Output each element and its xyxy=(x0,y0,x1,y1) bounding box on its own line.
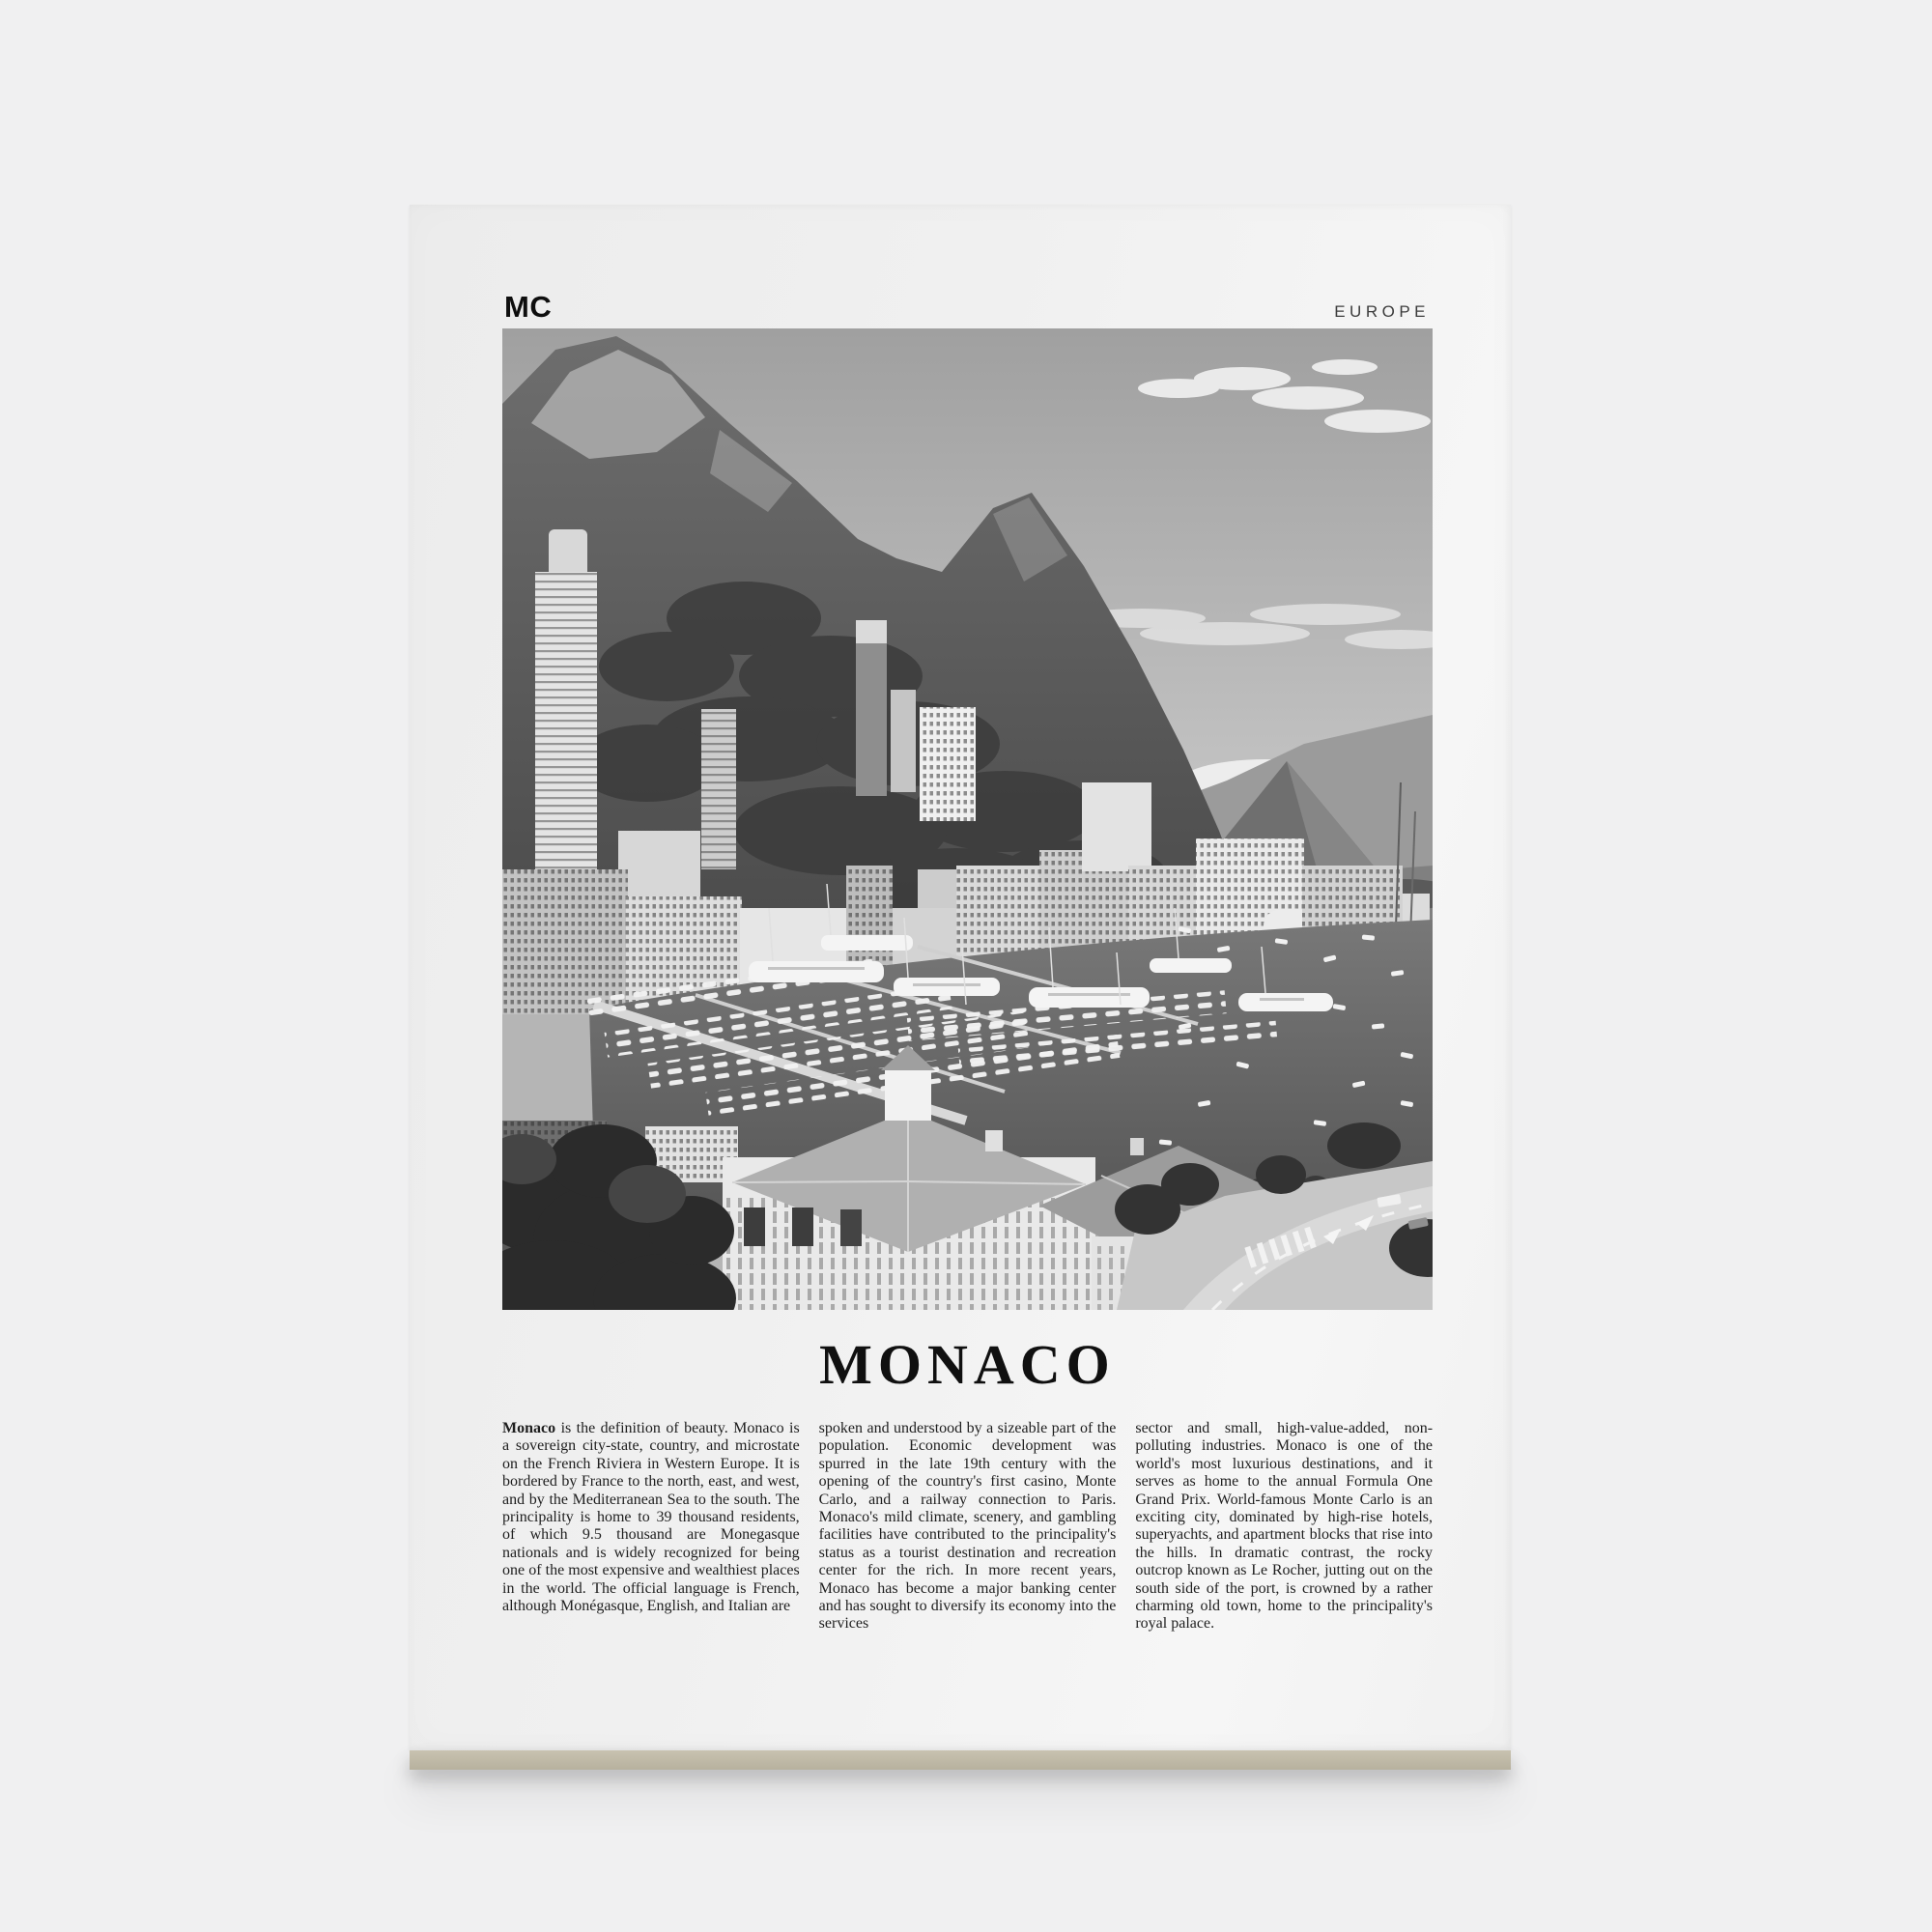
body-column-1-text: is the definition of beauty. Monaco is a sovereign city-state, country, and microstate on the French Riviera in Western Europe. It is bordered by France to the north, east, and west, and by the Mediterranean Sea to the south. The principality is home to 39 thousand residents, of which 9.5 thousand are Monegasque nationals and is widely recognized for being one of the most expensive and wealthiest places in the world. The official language is French, although Monégasque, English, and Italian are xyxy=(502,1420,800,1615)
page-title: MONACO xyxy=(819,1333,1116,1396)
region-label: EUROPE xyxy=(1334,302,1430,321)
poster-bottom-edge xyxy=(410,1750,1511,1770)
lead-word: Monaco xyxy=(502,1420,556,1436)
body-column-3: sector and small, high-value-added, non-polluting industries. Monaco is one of the world's most luxurious destinations, and it serves as home to the annual Formula One Grand Prix. World-famous Monte Carlo is an exciting city, dominated by high-rise hotels, superyachts, and apartment blocks that rise into the hills. In dramatic contrast, the rocky outcrop known as Le Rocher, jutting out on the south side of the port, is crowned by a rather charming old town, home to the principality's royal palace. xyxy=(1135,1420,1434,1633)
body-column-1 xyxy=(502,1420,800,1634)
travel-poster xyxy=(410,205,1511,1750)
monaco-photo xyxy=(502,328,1433,1310)
country-code-label: MC xyxy=(504,290,553,324)
poster-header xyxy=(504,290,1430,325)
body-column-2: spoken and understood by a sizeable part of the population. Economic development was spurred in the late 19th century with the opening of the country's first casino, Monte Carlo, and a railway connection to Paris. Monaco's mild climate, scenery, and gambling facilities have contributed to the principality's status as a tourist destination and recreation center for the rich. In more recent years, Monaco has become a major banking center and has sought to diversify its economy into the services xyxy=(818,1420,1117,1633)
body-text xyxy=(502,1420,1433,1634)
